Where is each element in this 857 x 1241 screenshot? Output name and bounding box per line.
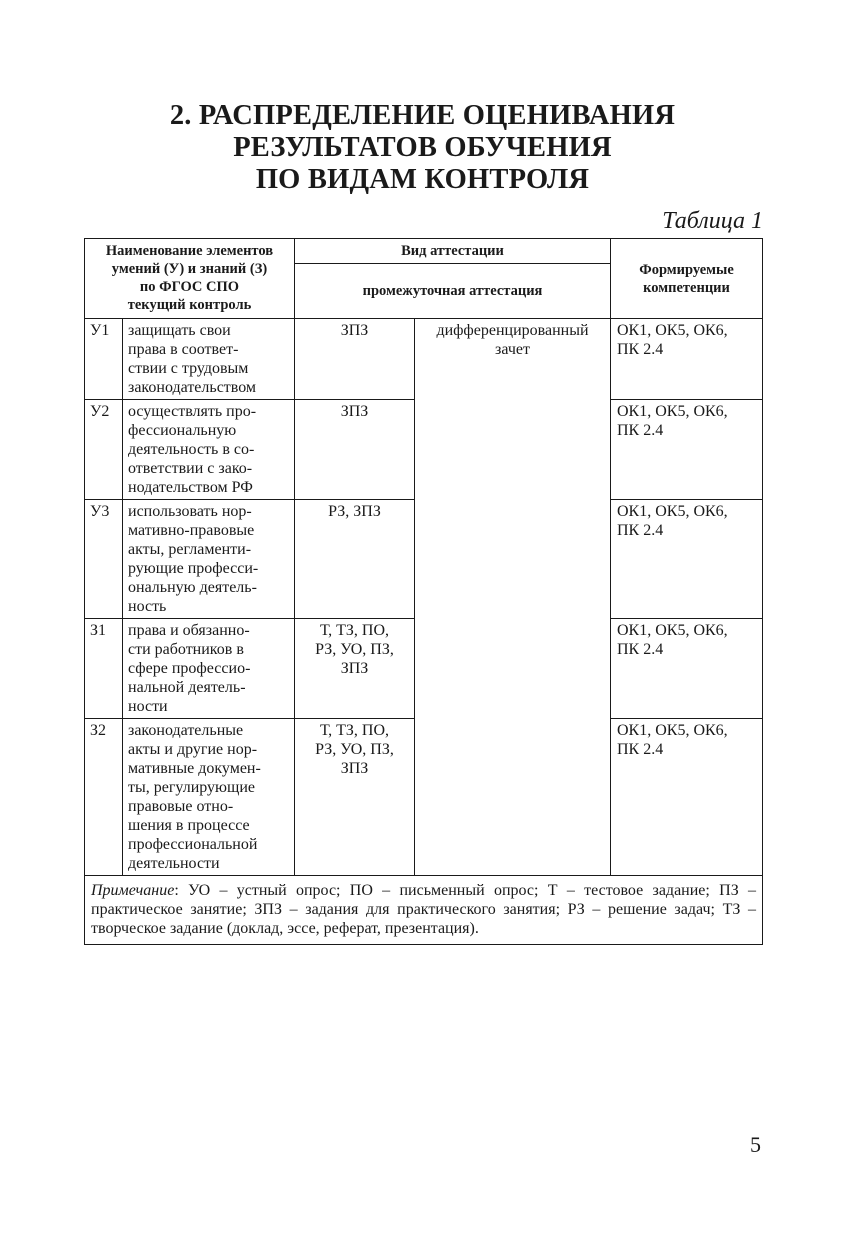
desc-line: акты, регламенти-	[128, 541, 252, 558]
desc-line: нодательством РФ	[128, 479, 253, 496]
table-caption: Таблица 1	[662, 208, 763, 234]
control-line: ЗПЗ	[340, 322, 369, 339]
note-label: Примечание	[91, 882, 175, 899]
control-line: Т, ТЗ, ПО,	[319, 722, 390, 739]
header-attestation-type: Вид аттестации	[295, 239, 611, 264]
desc-line: деятельность в со-	[128, 441, 255, 458]
comp-line: ПК 2.4	[617, 522, 664, 539]
comp-line: ПК 2.4	[617, 641, 664, 658]
comp-line: ПК 2.4	[617, 341, 664, 358]
competencies	[611, 319, 763, 400]
control-line: ЗПЗ	[340, 660, 369, 677]
desc-line: права в соответ-	[128, 341, 239, 358]
attestation-line: зачет	[495, 341, 530, 358]
element-description	[123, 619, 295, 719]
note-text: : УО – устный опрос; ПО – письменный опрос; Т – тестовое задание; ПЗ – практическое занятие; ЗПЗ – задания для практического занятия; РЗ – решение задач; ТЗ – творческое задание (доклад, эссе, реферат, презентация).	[91, 882, 756, 937]
header-elements-line: умений (У) и знаний (З)	[111, 261, 268, 277]
attestation-line: дифференцированный	[436, 322, 589, 339]
desc-line: мативные докумен-	[128, 760, 261, 777]
header-row-1	[85, 239, 763, 264]
control-line: РЗ, УО, ПЗ,	[315, 741, 394, 758]
control-line: ЗПЗ	[340, 403, 369, 420]
competencies	[611, 400, 763, 500]
desc-line: права и обязанно-	[128, 622, 250, 639]
desc-line: законодательные	[128, 722, 244, 739]
desc-line: ответствии с зако-	[128, 460, 253, 477]
control-line: РЗ, УО, ПЗ,	[315, 641, 394, 658]
note-row	[85, 876, 763, 945]
desc-line: законодательством	[128, 379, 257, 396]
header-interim-attestation: промежуточная аттестация	[295, 264, 611, 319]
header-elements-line: Наименование элементов	[105, 243, 274, 259]
header-competencies-line: компетенции	[643, 279, 730, 296]
element-code: З2	[85, 719, 123, 876]
competencies	[611, 619, 763, 719]
table-row	[85, 319, 763, 400]
desc-line: нальной деятель-	[128, 679, 246, 696]
control-line: ЗПЗ	[340, 760, 369, 777]
element-description	[123, 500, 295, 619]
current-control	[295, 400, 415, 500]
desc-line: профессиональной	[128, 836, 258, 853]
desc-line: ность	[128, 598, 167, 615]
desc-line: осуществлять про-	[128, 403, 257, 420]
title-line-3: ПО ВИДАМ КОНТРОЛЯ	[255, 164, 590, 195]
current-control	[295, 319, 415, 400]
desc-line: ствии с трудовым	[128, 360, 249, 377]
element-code: З1	[85, 619, 123, 719]
title-line-1: 2. РАСПРЕДЕЛЕНИЕ ОЦЕНИВАНИЯ	[169, 100, 676, 131]
element-description	[123, 400, 295, 500]
desc-line: ональную деятель-	[128, 579, 257, 596]
current-control	[295, 619, 415, 719]
section-title	[60, 100, 785, 196]
desc-line: акты и другие нор-	[128, 741, 258, 758]
element-code: У2	[85, 400, 123, 500]
table-note	[85, 876, 763, 945]
current-control	[295, 719, 415, 876]
assessment-table	[84, 238, 763, 945]
header-competencies-line: Формируемые	[639, 261, 734, 278]
desc-line: мативно-правовые	[128, 522, 255, 539]
comp-line: ОК1, ОК5, ОК6,	[617, 403, 728, 420]
comp-line: ОК1, ОК5, ОК6,	[617, 503, 728, 520]
competencies	[611, 500, 763, 619]
interim-attestation-form	[415, 319, 611, 876]
desc-line: деятельности	[128, 855, 220, 872]
desc-line: ности	[128, 698, 168, 715]
desc-line: сти работников в	[128, 641, 244, 658]
comp-line: ОК1, ОК5, ОК6,	[617, 722, 728, 739]
desc-line: фессиональную	[128, 422, 237, 439]
header-elements-line: по ФГОС СПО	[139, 279, 240, 295]
comp-line: ПК 2.4	[617, 741, 664, 758]
control-line: РЗ, ЗПЗ	[328, 503, 381, 520]
comp-line: ОК1, ОК5, ОК6,	[617, 322, 728, 339]
desc-line: рующие професси-	[128, 560, 259, 577]
comp-line: ОК1, ОК5, ОК6,	[617, 622, 728, 639]
element-code: У1	[85, 319, 123, 400]
element-description	[123, 319, 295, 400]
desc-line: использовать нор-	[128, 503, 252, 520]
comp-line: ПК 2.4	[617, 422, 664, 439]
desc-line: правовые отно-	[128, 798, 234, 815]
element-code: У3	[85, 500, 123, 619]
title-line-2: РЕЗУЛЬТАТОВ ОБУЧЕНИЯ	[233, 132, 612, 163]
header-elements	[85, 239, 295, 319]
desc-line: ты, регулирующие	[128, 779, 255, 796]
header-elements-line: текущий контроль	[127, 297, 252, 313]
page-number: 5	[750, 1132, 761, 1157]
current-control	[295, 500, 415, 619]
desc-line: сфере профессио-	[128, 660, 251, 677]
element-description	[123, 719, 295, 876]
desc-line: шения в процессе	[128, 817, 250, 834]
header-competencies	[611, 239, 763, 319]
desc-line: защищать свои	[128, 322, 231, 339]
competencies	[611, 719, 763, 876]
control-line: Т, ТЗ, ПО,	[319, 622, 390, 639]
